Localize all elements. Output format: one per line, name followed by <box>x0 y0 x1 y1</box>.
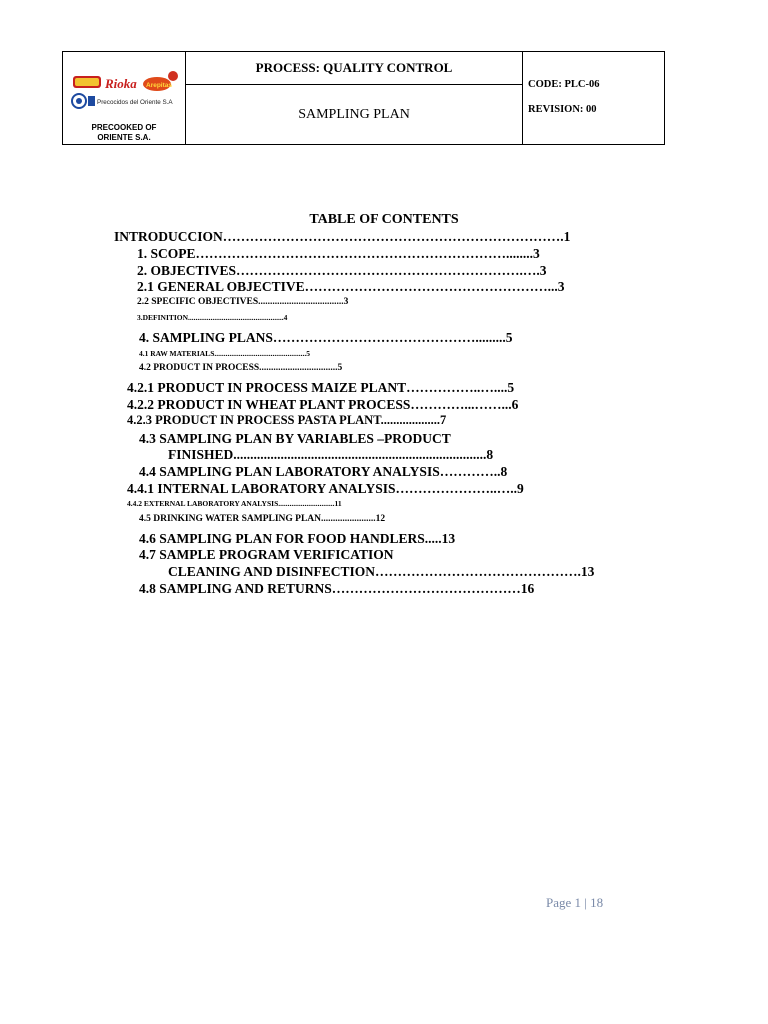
toc-entry[interactable]: 4.1 RAW MATERIALS.................................................5 <box>139 349 310 358</box>
toc-entry[interactable]: 4.6 SAMPLING PLAN FOR FOOD HANDLERS.....13 <box>139 531 456 546</box>
document-revision: REVISION: 00 <box>528 104 597 115</box>
toc-title: TABLE OF CONTENTS <box>309 212 459 227</box>
toc-entry[interactable]: 2. OBJECTIVES……………………………………………………….….3 <box>137 263 547 278</box>
toc-entry[interactable]: 1. SCOPE……………………………………………………………........3 <box>137 246 540 261</box>
toc-entry[interactable]: CLEANING AND DISINFECTION……………………………………….13 <box>168 564 595 579</box>
toc-entry[interactable]: 4. SAMPLING PLANS……………………………………….........5 <box>139 330 513 345</box>
document-code: CODE: PLC-06 <box>528 79 600 90</box>
toc-entry[interactable]: 4.2 PRODUCT IN PROCESS.................................5 <box>139 363 343 373</box>
toc-entry[interactable]: 4.3 SAMPLING PLAN BY VARIABLES –PRODUCT <box>139 431 451 446</box>
company-caption <box>63 123 185 143</box>
document-header <box>62 51 665 145</box>
toc-entry[interactable]: 3.DEFINITION...................................................4 <box>137 313 288 322</box>
document-title: SAMPLING PLAN <box>298 106 410 122</box>
code-cell <box>523 52 664 144</box>
company-caption-line-1: PRECOOKED OF <box>91 123 157 132</box>
toc-entry[interactable]: 4.4.1 INTERNAL LABORATORY ANALYSIS…………………..…..9 <box>127 481 524 496</box>
process-label: PROCESS: QUALITY CONTROL <box>186 52 522 85</box>
toc-entry[interactable]: 2.2 SPECIFIC OBJECTIVES....................................3 <box>137 297 349 307</box>
toc-entry[interactable]: 4.2.2 PRODUCT IN WHEAT PLANT PROCESS…………...……...6 <box>127 397 519 412</box>
toc-entry[interactable]: FINISHED...........................................................................8 <box>168 447 494 462</box>
svg-text:Precocidos del Oriente S.A: Precocidos del Oriente S.A <box>97 99 173 106</box>
toc-entry[interactable]: 4.8 SAMPLING AND RETURNS……………………………………16 <box>139 581 535 596</box>
toc-entry[interactable]: INTRODUCCION………………………………………………………………….1 <box>114 229 571 244</box>
toc-entry[interactable]: 4.4.2 EXTERNAL LABORATORY ANALYSIS..............................11 <box>127 499 342 508</box>
toc-entry[interactable]: 4.2.1 PRODUCT IN PROCESS MAIZE PLANT……………..…....5 <box>127 380 515 395</box>
title-cell <box>186 52 523 144</box>
toc-entry[interactable]: 4.5 DRINKING WATER SAMPLING PLAN.......................12 <box>139 514 386 524</box>
toc-entry[interactable]: 4.4 SAMPLING PLAN LABORATORY ANALYSIS…………..8 <box>139 464 508 479</box>
toc-entry[interactable]: 4.2.3 PRODUCT IN PROCESS PASTA PLANT...................7 <box>127 413 447 427</box>
toc-entry[interactable]: 4.7 SAMPLE PROGRAM VERIFICATION <box>139 547 394 562</box>
company-caption-line-2: ORIENTE S.A. <box>97 133 151 142</box>
svg-text:Rioka: Rioka <box>105 76 137 91</box>
page-number: Page 1 | 18 <box>546 895 604 910</box>
company-logo <box>69 68 181 114</box>
svg-text:Arepitas: Arepitas <box>146 82 173 89</box>
logo-cell <box>63 52 186 144</box>
toc-entry[interactable]: 2.1 GENERAL OBJECTIVE………………………………………………...3 <box>137 279 565 294</box>
